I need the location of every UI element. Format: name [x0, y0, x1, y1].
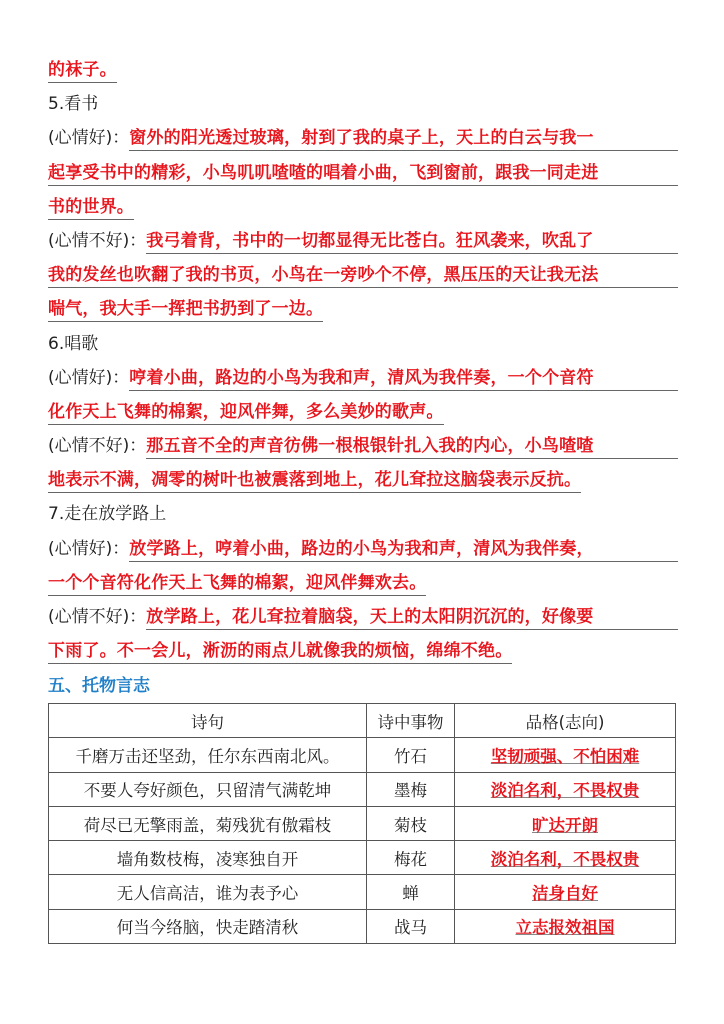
poem-table [48, 703, 676, 944]
table-row [49, 841, 676, 875]
header-object: 诗中事物 [367, 704, 455, 738]
trait-cell [455, 772, 676, 806]
table-row [49, 806, 676, 840]
answer-line [48, 634, 678, 668]
answer-line [48, 190, 678, 224]
answer-text: 化作天上飞舞的棉絮，迎风伴舞，多么美妙的歌声。 [48, 400, 444, 425]
section-title: 7.走在放学路上 [48, 504, 167, 525]
header-trait: 品格(志向) [455, 704, 676, 738]
good-mood-label: (心情好)： [48, 538, 130, 559]
trait-text: 立志报效祖国 [515, 918, 615, 938]
table-row [49, 772, 676, 806]
poem-cell: 荷尽已无擎雨盖，菊残犹有傲霜枝 [49, 806, 367, 840]
object-cell: 战马 [367, 909, 455, 943]
object-cell: 墨梅 [367, 772, 455, 806]
answer-text: 书的世界。 [48, 195, 134, 220]
object-cell: 蝉 [367, 875, 455, 909]
answer-line [48, 292, 678, 326]
trait-text: 旷达开朗 [532, 815, 598, 835]
table-row [49, 738, 676, 772]
object-cell: 菊枝 [367, 806, 455, 840]
header-poem: 诗句 [49, 704, 367, 738]
good-mood-line [48, 121, 678, 155]
object-cell: 竹石 [367, 738, 455, 772]
good-mood-label: (心情好)： [48, 367, 130, 388]
answer-text: 窗外的阳光透过玻璃，射到了我的桌子上，天上的白云与我一 [129, 126, 678, 151]
bad-mood-label: (心情不好)： [48, 230, 147, 251]
answer-text: 下雨了。不一会儿，淅沥的雨点儿就像我的烦恼，绵绵不绝。 [48, 639, 512, 664]
bad-mood-line [48, 429, 678, 463]
answer-text: 那五音不全的声音彷佛一根根银针扎入我的内心，小鸟喳喳 [146, 434, 678, 459]
poem-cell: 墙角数枝梅，凌寒独自开 [49, 841, 367, 875]
answer-text: 放学路上，哼着小曲，路边的小鸟为我和声，清风为我伴奏， [129, 537, 678, 562]
answer-line [48, 258, 678, 292]
good-mood-label: (心情好)： [48, 128, 130, 149]
trait-cell [455, 875, 676, 909]
trait-cell [455, 738, 676, 772]
object-cell: 梅花 [367, 841, 455, 875]
table-row [49, 875, 676, 909]
answer-text: 喘气，我大手一挥把书扔到了一边。 [48, 297, 323, 322]
poem-cell: 何当今络脑，快走踏清秋 [49, 909, 367, 943]
table-row [49, 909, 676, 943]
answer-line [48, 566, 678, 600]
poem-cell: 不要人夸好颜色，只留清气满乾坤 [49, 772, 367, 806]
answer-text: 地表示不满，凋零的树叶也被震落到地上，花儿耷拉这脑袋表示反抗。 [48, 468, 581, 493]
poem-cell: 千磨万击还坚劲，任尔东西南北风。 [49, 738, 367, 772]
bad-mood-line [48, 600, 678, 634]
trait-cell [455, 806, 676, 840]
trait-text: 淡泊名利，不畏权贵 [490, 781, 640, 801]
answer-text: 哼着小曲，路边的小鸟为我和声，清风为我伴奏，一个个音符 [129, 366, 678, 391]
trait-text: 坚韧顽强、不怕困难 [490, 746, 640, 766]
continuation-line [48, 53, 678, 87]
answer-text: 的袜子。 [48, 58, 117, 83]
trait-text: 洁身自好 [532, 884, 598, 904]
answer-text: 我弓着背，书中的一切都显得无比苍白。狂风袭来，吹乱了 [146, 229, 678, 254]
answer-line [48, 395, 678, 429]
answer-text: 起享受书中的精彩，小鸟叽叽喳喳的唱着小曲，飞到窗前，跟我一同走进 [48, 161, 678, 186]
table-header-row [49, 704, 676, 738]
answer-line [48, 463, 678, 497]
trait-text: 淡泊名利，不畏权贵 [490, 849, 640, 869]
answer-line [48, 156, 678, 190]
section-heading: 五、托物言志 [48, 676, 150, 697]
good-mood-line [48, 532, 678, 566]
answer-text: 一个个音符化作天上飞舞的棉絮，迎风伴舞欢去。 [48, 571, 426, 596]
bad-mood-label: (心情不好)： [48, 607, 147, 627]
bad-mood-line [48, 224, 678, 258]
bad-mood-label: (心情不好)： [48, 436, 147, 457]
section-title: 6.唱歌 [48, 333, 99, 354]
trait-cell [455, 909, 676, 943]
answer-text: 放学路上，花儿耷拉着脑袋，天上的太阳阴沉沉的，好像要 [146, 605, 678, 630]
poem-cell: 无人信高洁，谁为表予心 [49, 875, 367, 909]
trait-cell [455, 841, 676, 875]
document-body [48, 53, 678, 704]
good-mood-line [48, 361, 678, 395]
answer-text: 我的发丝也吹翻了我的书页，小鸟在一旁吵个不停，黑压压的天让我无法 [48, 263, 678, 288]
section-title: 5.看书 [48, 94, 99, 115]
